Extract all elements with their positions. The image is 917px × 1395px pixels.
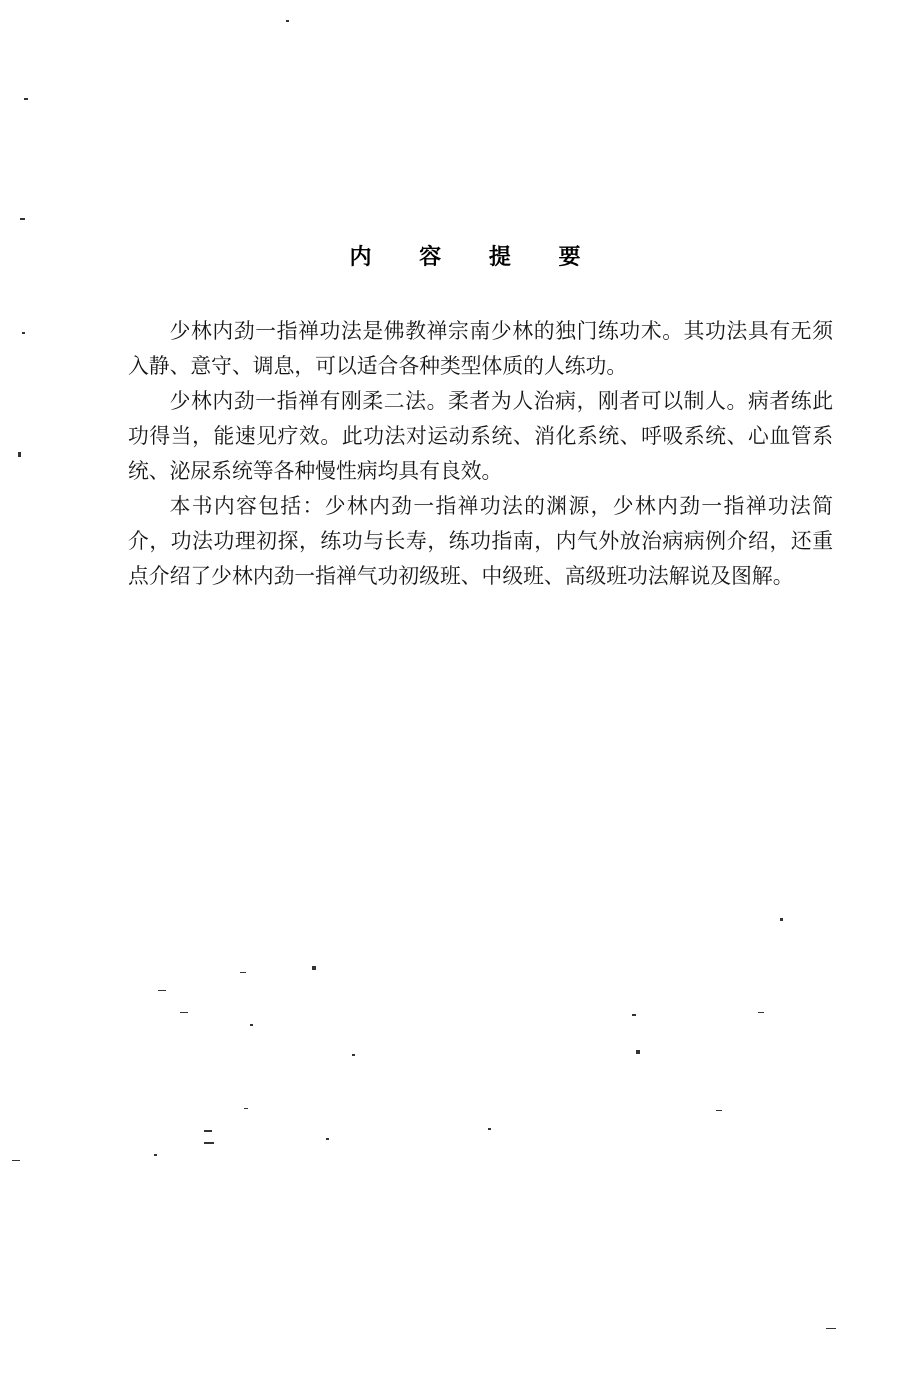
scan-speck	[204, 1130, 212, 1132]
page-title: 内 容 提 要	[349, 245, 601, 270]
scan-speck	[240, 972, 246, 973]
scan-speck	[352, 1054, 355, 1056]
scan-speck	[488, 1128, 491, 1130]
paragraph-2: 少林内劲一指禅有刚柔二法。柔者为人治病，刚者可以制人。病者练此功得当，能速见疗效。此功法对运动系统、消化系统、呼吸系统、心血管系统、泌尿系统等各种慢性病均具有良效。	[128, 389, 833, 483]
paragraph-1: 少林内劲一指禅功法是佛教禅宗南少林的独门练功术。其功法具有无须入静、意守、调息，可以适合各种类型体质的人练功。	[128, 319, 833, 378]
scan-speck	[286, 20, 289, 22]
scan-speck	[18, 452, 21, 457]
scan-speck	[244, 1108, 248, 1109]
scan-speck	[154, 1154, 157, 1156]
paragraph-3: 本书内容包括：少林内劲一指禅功法的渊源，少林内劲一指禅功法简介，功法功理初探，练功与长寿，练功指南，内气外放治病病例介绍，还重点介绍了少林内劲一指禅气功初级班、中级班、高级班功法解说及图解。	[128, 494, 833, 588]
scan-speck	[24, 98, 28, 100]
scan-speck	[632, 1014, 636, 1016]
summary-body	[128, 314, 833, 594]
scan-speck	[312, 966, 316, 970]
scan-speck	[12, 1160, 20, 1161]
scan-speck	[758, 1012, 764, 1013]
scan-speck	[250, 1024, 253, 1026]
scan-speck	[22, 332, 25, 334]
scan-speck	[180, 1012, 188, 1013]
scan-speck	[780, 918, 783, 921]
scan-speck	[326, 1138, 329, 1140]
scan-speck	[826, 1328, 836, 1329]
scan-speck	[20, 218, 25, 220]
scan-speck	[158, 990, 166, 991]
scan-speck	[204, 1142, 214, 1144]
scan-speck	[716, 1110, 722, 1111]
scan-speck	[636, 1050, 640, 1054]
